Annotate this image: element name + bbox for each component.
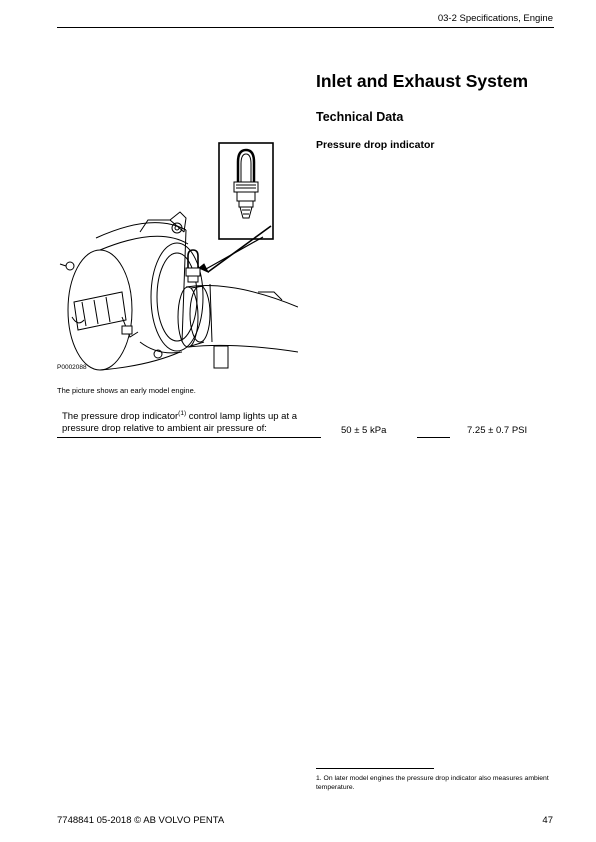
footnote-text: 1. On later model engines the pressure drop indicator also measures ambient temperature. (316, 775, 549, 791)
filter-housing (60, 212, 203, 370)
spec-description (62, 411, 324, 435)
spec-value-rule (417, 437, 450, 438)
spec-value-metric: 50 ± 5 kPa (341, 425, 387, 436)
footnote-reference: (1) (178, 410, 187, 417)
spec-row-rule (57, 437, 321, 438)
page-title: Inlet and Exhaust System (316, 71, 529, 91)
subsection-heading: Pressure drop indicator (316, 139, 435, 151)
air-filter-illustration (58, 142, 298, 374)
figure-caption: The picture shows an early model engine. (57, 386, 196, 395)
header-rule (57, 27, 554, 28)
page-number: 47 (542, 815, 553, 826)
figure-id: P0002088 (57, 364, 87, 371)
outlet-tube (178, 284, 298, 368)
spec-description-part2: control lamp lights up at a pressure drop relative to ambient air pressure of: (62, 411, 298, 434)
footer-document-id: 7748841 05-2018 © AB VOLVO PENTA (57, 815, 225, 826)
section-heading: Technical Data (316, 110, 404, 124)
running-header: 03-2 Specifications, Engine (437, 13, 553, 24)
footnote-rule (316, 768, 434, 769)
spec-description-part1: The pressure drop indicator (62, 411, 179, 422)
spec-value-imperial: 7.25 ± 0.7 PSI (467, 425, 528, 436)
